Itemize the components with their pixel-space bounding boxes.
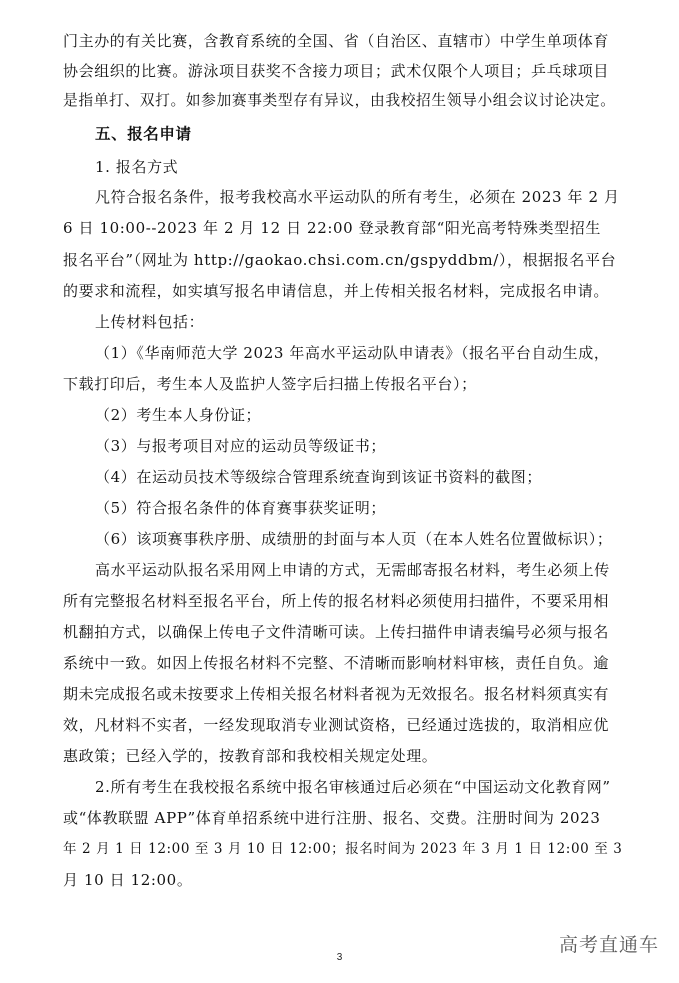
text-line: 月 10 日 12:00。 [63, 871, 193, 889]
text-line: 下载打印后，考生本人及监护人签字后扫描上传报名平台）； [63, 375, 477, 393]
text-line: 2.所有考生在我校报名系统中报名审核通过后必须在“中国运动文化教育网” [95, 778, 611, 796]
text-line: 的要求和流程，如实填写报名申请信息，并上传相关报名材料，完成报名申请。 [63, 282, 610, 300]
list-item: （5）符合报名条件的体育赛事获奖证明； [95, 499, 386, 517]
section-heading: 五、报名申请 [95, 125, 192, 143]
list-item: （3）与报考项目对应的运动员等级证书； [95, 437, 386, 455]
text-line: 所有完整报名材料至报名平台，所上传的报名材料必须使用扫描件，不要采用相 [63, 592, 610, 610]
text-line: 报名平台”（网址为 http://gaokao.chsi.com.cn/gspyddbm/），根据报名平台 [63, 251, 617, 269]
list-item: （1）《华南师范大学 2023 年高水平运动队申请表》（报名平台自动生成， [95, 344, 610, 362]
text-line: 年 2 月 1 日 12:00 至 3 月 10 日 12:00；报名时间为 2023 年 3 月 1 日 12:00 至 3 [63, 841, 623, 857]
text-line: 期未完成报名或未按要求上传相关报名材料者视为无效报名。报名材料须真实有 [63, 685, 610, 703]
text-line: 6 日 10:00--2023 年 2 月 12 日 22:00 登录教育部“阳光高考特殊类型招生 [63, 219, 601, 237]
text-line: 协会组织的比赛。游泳项目获奖不含接力项目；武术仅限个人项目；乒乓球项目 [63, 62, 610, 80]
subsection-title: 1. 报名方式 [95, 158, 179, 176]
watermark: 高考直通车 [558, 934, 659, 956]
text-line: 高水平运动队报名采用网上申请的方式，无需邮寄报名材料，考生必须上传 [95, 561, 610, 579]
text-line: 机翻拍方式，以确保上传电子文件清晰可读。上传扫描件申请表编号必须与报名 [63, 623, 610, 641]
text-line: 是指单打、双打。如参加赛事类型存有异议，由我校招生领导小组会议讨论决定。 [63, 92, 616, 109]
page-number: 3 [336, 952, 343, 963]
list-item: （2）考生本人身份证； [95, 406, 262, 424]
text-line: 惠政策；已经入学的，按教育部和我校相关规定处理。 [63, 747, 438, 765]
text-line: 门主办的有关比赛，含教育系统的全国、省（自治区、直辖市）中学生单项体育 [63, 32, 610, 50]
text-line: 或“体教联盟 APP”体育单招系统中进行注册、报名、交费。注册时间为 2023 [63, 809, 601, 827]
text-line: 上传材料包括： [95, 313, 205, 331]
list-item: （6）该项赛事秩序册、成绩册的封面与本人页（在本人姓名位置做标识）； [95, 530, 613, 548]
text-line: 系统中一致。如因上传报名材料不完整、不清晰而影响材料审核，责任自负。逾 [63, 654, 610, 672]
text-line: 效，凡材料不实者，一经发现取消专业测试资格，已经通过选拔的，取消相应优 [63, 716, 610, 734]
text-line: 凡符合报名条件，报考我校高水平运动队的所有考生，必须在 2023 年 2 月 [95, 188, 620, 206]
list-item: （4）在运动员技术等级综合管理系统查询到该证书资料的截图； [95, 468, 542, 486]
